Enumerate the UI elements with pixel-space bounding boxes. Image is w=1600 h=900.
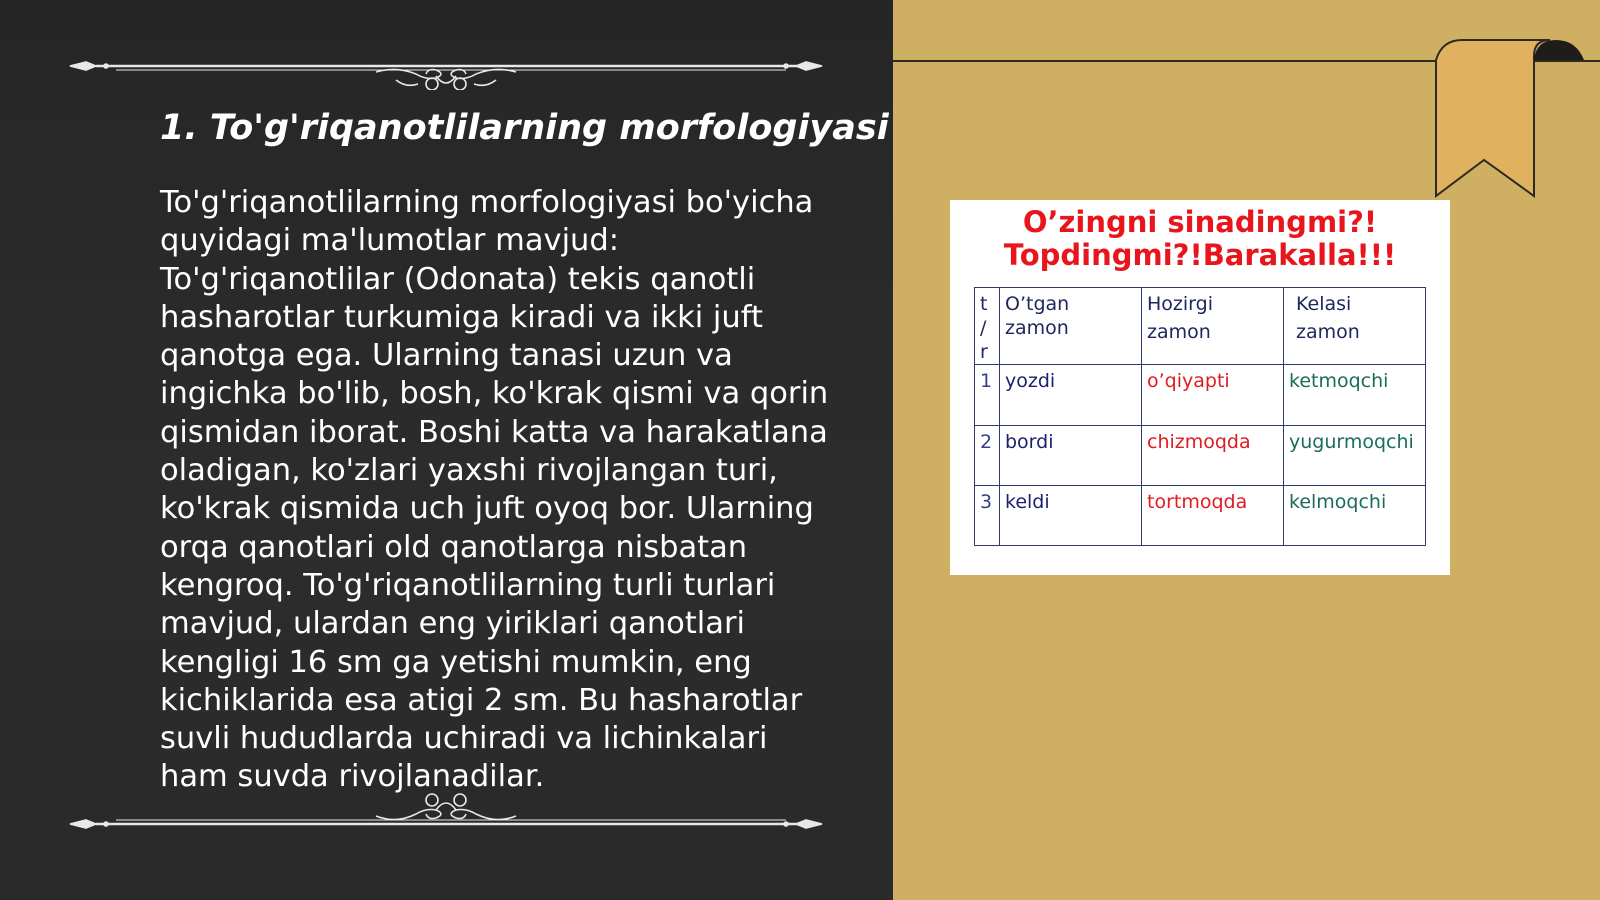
slide-title: 1. To'g'riqanotlilarning morfologiyasi [160,108,889,148]
future-tense-cell: yugurmoqchi [1284,425,1426,485]
quiz-title-line: Topdingmi?!Barakalla!!! [1003,238,1397,272]
ornament-divider-icon [66,44,826,90]
present-tense-cell: o’qiyapti [1142,365,1284,425]
present-tense-cell: chizmoqda [1142,425,1284,485]
body-paragraph: To'g'riqanotlilarning morfologiyasi bo'yicha quyidagi ma'lumotlar mavjud: To'g'riqanotlilar (Odonata) tekis qanotli hasharotlar turkumiga kiradi va ikki juft qanotga ega. Ularning tanasi uzun va ingichka bo'lib, bosh, ko'krak qismi va qorin qismidan iborat. Boshi katta va harakatlana oladigan, ko'zlari yaxshi rivojlangan turi, ko'krak qismida uch juft oyoq bor. Ularning orqa qanotlari old qanotlarga nisbatan kengroq. To'g'riqanotlilarning turli turlari mavjud, ulardan eng yiriklari qanotlari kengligi 16 sm ga yetishi mumkin, eng kichiklarida esa atigi 2 sm. Bu hasharotlar suvli hududlarda uchiradi va lichinkalari ham suvda rivojlanadilar. [160,185,829,795]
quiz-card [950,200,1450,575]
past-tense-cell: yozdi [1000,365,1142,425]
tense-table [974,287,1426,546]
header-present: Hozirgi zamon [1142,288,1284,365]
past-tense-cell: bordi [1000,425,1142,485]
bookmark-ribbon-icon [1432,36,1592,198]
quiz-title [950,206,1450,272]
past-tense-cell: keldi [1000,485,1142,545]
future-tense-cell: ketmoqchi [1284,365,1426,425]
row-number: 3 [975,485,1000,545]
quiz-title-line: O’zingni sinadingmi?! [1022,205,1378,239]
table-header-row [975,288,1426,365]
row-number: 2 [975,425,1000,485]
header-number: t / r [975,288,1000,365]
table-row [975,365,1426,425]
row-number: 1 [975,365,1000,425]
ornament-divider-icon [66,784,826,830]
table-row [975,485,1426,545]
table-row [975,425,1426,485]
future-tense-cell: kelmoqchi [1284,485,1426,545]
header-past: O’tgan zamon [1000,288,1142,365]
present-tense-cell: tortmoqda [1142,485,1284,545]
header-future: Kelasi zamon [1284,288,1426,365]
